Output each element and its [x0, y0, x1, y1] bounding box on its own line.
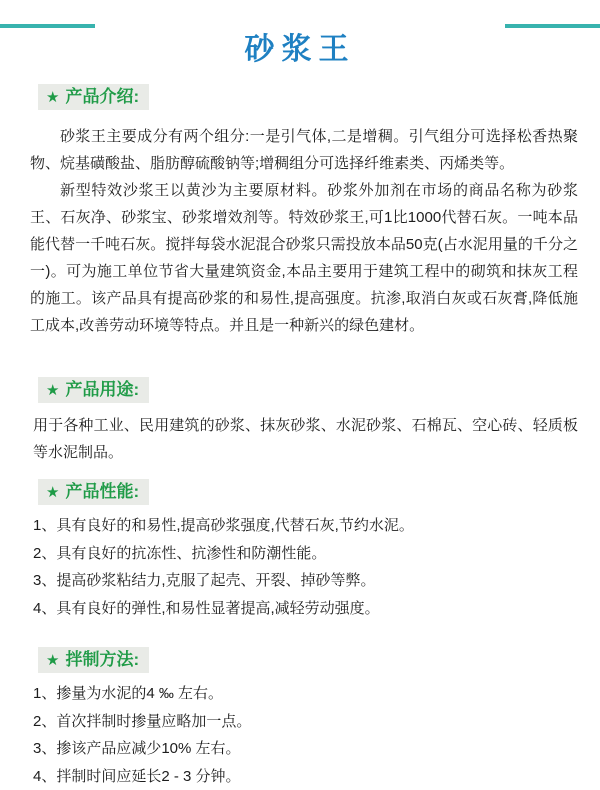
top-right-accent-line	[505, 24, 600, 28]
intro-paragraph-2: 新型特效沙浆王以黄沙为主要原材料。砂浆外加剂在市场的商品名称为砂浆王、石灰净、砂浆宝、砂浆增效剂等。特效砂浆王,可1比1000代替石灰。一吨本品能代替一千吨石灰。搅拌每袋水泥混合砂浆只需投放本品50克(占水泥用量的千分之一)。可为施工单位节省大量建筑资金,本品主要用于建筑工程中的砌筑和抹灰工程的施工。该产品具有提高砂浆的和易性,提高强度。抗渗,取消白灰或石灰膏,降低施工成本,改善劳动环境等特点。并且是一种新兴的绿色建材。	[30, 177, 578, 339]
uses-text: 用于各种工业、民用建筑的砂浆、抹灰砂浆、水泥砂浆、石棉瓦、空心砖、轻质板等水泥制品。	[33, 412, 578, 466]
section-header-uses-label: 产品用途:	[65, 380, 139, 399]
performance-item: 1、具有良好的和易性,提高砂浆强度,代替石灰,节约水泥。	[33, 512, 578, 540]
intro-paragraph-1: 砂浆王主要成分有两个组分:一是引气体,二是增稠。引气组分可选择松香热聚物、烷基磺酸盐、脂肪醇硫酸钠等;增稠组分可选择纤维素类、丙烯类等。	[30, 123, 578, 177]
star-icon: ★	[46, 484, 59, 501]
section-header-uses	[38, 377, 149, 403]
section-header-mixing-label: 拌制方法:	[65, 650, 139, 669]
section-header-performance-label: 产品性能:	[65, 482, 139, 501]
performance-item: 4、具有良好的弹性,和易性显著提高,减轻劳动强度。	[33, 595, 578, 623]
star-icon: ★	[46, 89, 59, 106]
page-title: 砂浆王	[0, 24, 600, 68]
performance-item: 3、提高砂浆粘结力,克服了起壳、开裂、掉砂等弊。	[33, 567, 578, 595]
performance-item: 2、具有良好的抗冻性、抗渗性和防潮性能。	[33, 540, 578, 568]
mixing-item: 1、掺量为水泥的4 ‰ 左右。	[33, 680, 578, 708]
top-left-accent-line	[0, 24, 95, 28]
section-header-mixing	[38, 647, 149, 673]
mixing-item: 2、首次拌制时掺量应略加一点。	[33, 708, 578, 736]
section-header-intro	[38, 84, 149, 110]
performance-list	[0, 512, 600, 622]
mixing-list	[0, 680, 600, 790]
mixing-item: 4、拌制时间应延长2 - 3 分钟。	[33, 763, 578, 790]
section-header-performance	[38, 479, 149, 505]
star-icon: ★	[46, 652, 59, 669]
section-header-intro-label: 产品介绍:	[65, 87, 139, 106]
mixing-item: 3、掺该产品应减少10% 左右。	[33, 735, 578, 763]
star-icon: ★	[46, 382, 59, 399]
